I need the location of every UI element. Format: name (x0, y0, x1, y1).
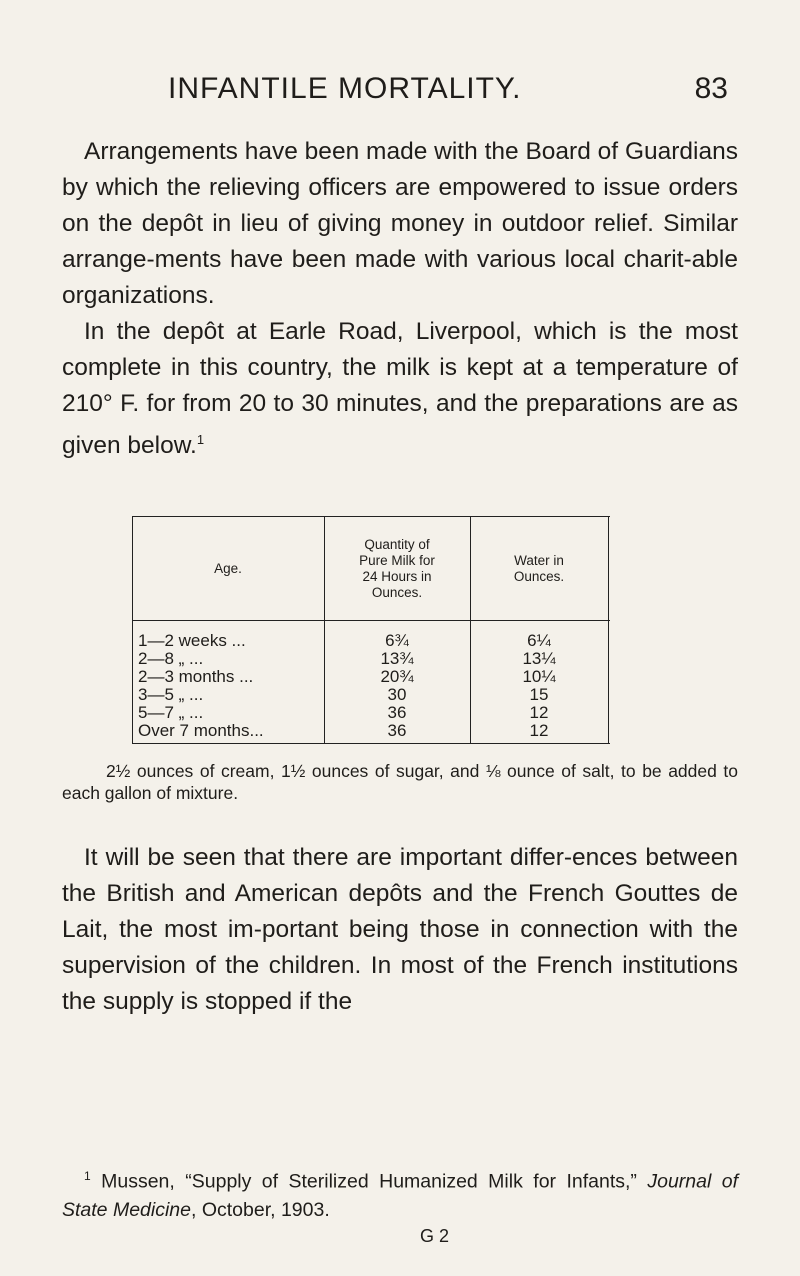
table-cell-milk: 13¾ (380, 649, 414, 668)
table-cell-age: 5—7 „ ... (138, 703, 204, 722)
table-cell-age: 2—8 „ ... (138, 649, 204, 668)
table-cell-water: 12 (529, 703, 549, 722)
footnote-text-start: Mussen, “Supply of Sterilized Humanized Milk for Infants,” (101, 1170, 648, 1193)
signature-mark: G 2 (420, 1226, 450, 1246)
footnote-marker: 1 (84, 1169, 91, 1183)
table-cell-milk: 20¾ (380, 667, 414, 686)
table-cell-water: 10¼ (522, 667, 556, 686)
paragraph-3: It will be seen that there are important differ-ences between the British and American depôts and the French Gouttes de Lait, the most im-portant being those in connection with the supervision of the children. In most of the French institutions the supply is stopped if the (62, 844, 738, 1015)
footnote-text-end: , October, 1903. (191, 1198, 330, 1221)
table-cell-water: 12 (529, 721, 549, 740)
table-cell-milk: 36 (387, 721, 407, 740)
column-header-milk: Quantity of Pure Milk for 24 Hours in Ounces. (359, 537, 435, 600)
paragraph-2 (62, 314, 738, 464)
footnote-reference: 1 (196, 432, 205, 447)
table-cell-water: 13¼ (522, 649, 556, 668)
table-rule-right (608, 517, 609, 743)
milk-preparation-table (132, 516, 610, 744)
column-header-age: Age. (214, 561, 242, 576)
page-number: 83 (694, 72, 728, 105)
paragraph-2-text: In the depôt at Earle Road, Liverpool, which is the most complete in this country, the milk is kept at a temperature of 210° F. for from 20 to 30 minutes, and the preparations are as given below. (62, 318, 738, 460)
table-cell-water: 6¼ (527, 631, 551, 650)
column-header-water: Water in Ounces. (513, 553, 565, 584)
table-header-rule (132, 620, 610, 621)
table-cell-age: 1—2 weeks ... (138, 631, 246, 650)
table-cell-water: 15 (529, 685, 549, 704)
table-cell-age: 2—3 months ... (138, 667, 254, 686)
footnote (62, 1162, 738, 1224)
page-header (168, 72, 728, 112)
table-cell-age: 3—5 „ ... (138, 685, 204, 704)
running-title: INFANTILE MORTALITY. (168, 72, 522, 105)
footnote-journal-title: Journal of State Medicine (62, 1170, 738, 1221)
table-cell-milk: 30 (387, 685, 407, 704)
table-note: 2½ ounces of cream, 1½ ounces of sugar, and ⅛ ounce of salt, to be added to each gallon of mixture. (62, 761, 738, 803)
table-cell-milk: 36 (387, 703, 407, 722)
table-cell-age: Over 7 months... (138, 721, 264, 740)
paragraph-1 (62, 134, 738, 464)
table-rule-left (132, 517, 133, 743)
paragraph-1-text: Arrangements have been made with the Board of Guardians by which the relieving officers are empowered to issue orders on the depôt in lieu of giving money in outdoor relief. Similar arrange-ments have been made with various local charit-able organizations. (62, 138, 738, 309)
table-cell-milk: 6¾ (385, 631, 409, 650)
